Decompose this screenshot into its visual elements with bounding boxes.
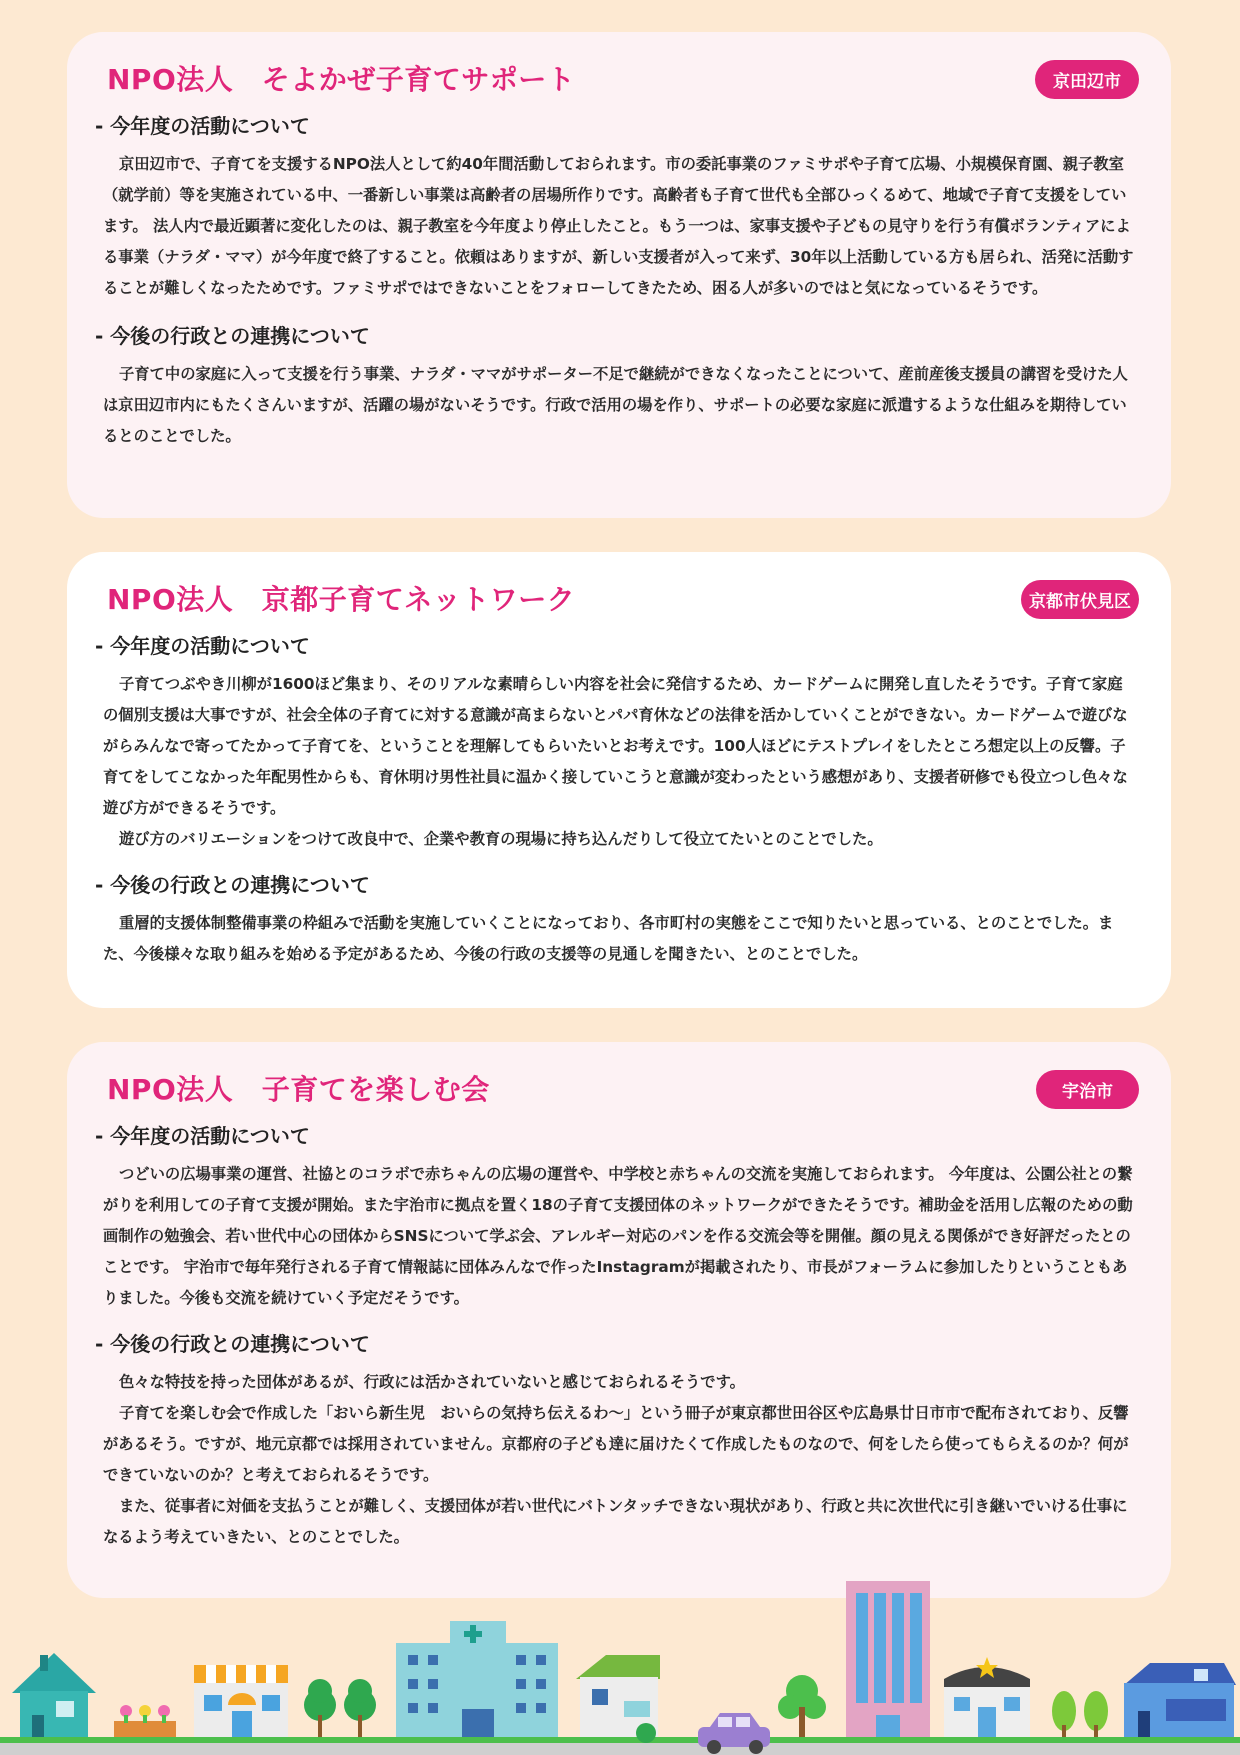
section-paragraph: 子育て中の家庭に入って支援を行う事業、ナラダ・ママがサポーター不足で継続ができなくなったことについて、産前産後支援員の講習を受けた人は京田辺市内にもたくさんいますが、活躍の場がないそうです。行政で活用の場を作り、サポートの必要な家庭に派遣するような仕組みを期待しているとのことでした。: [103, 365, 1128, 445]
section-paragraph: つどいの広場事業の運営、社協とのコラボで赤ちゃんの広場の運営や、中学校と赤ちゃんの交流を実施しておられます。 今年度は、公園公社との繋がりを利用しての子育て支援が開始。また宇治市に拠点を置く18の子育て支援団体のネットワークができたそうです。補助金を活用し広報のための動画制作の勉強会、若い世代中心の団体からSNSについて学ぶ会、アレルギー対応のパンを作る交流会等を開催。顔の見える関係ができ好評だったとのことです。 宇治市で毎年発行される子育て情報誌に団体みんなで作ったInstagramが掲載されたり、市長がフォーラムに参加したりということもありました。今後も交流を続けていく予定だそうです。: [103, 1165, 1133, 1307]
town-street-illustration: [0, 1575, 1240, 1755]
tree-icon: [778, 1675, 826, 1737]
section-paragraph: 京田辺市で、子育てを支援するNPO法人として約40年間活動しておられます。市の委託事業のファミサポや子育て広場、小規模保育園、親子教室（就学前）等を実施されている中、一番新しい事業は高齢者の居場所作りです。高齢者も子育て世代も全部ひっくるめて、地域で子育て支援をしています。 法人内で最近顕著に変化したのは、親子教室を今年度より停止したこと。もう一つは、家事支援や子どもの見守りを行う有償ボランティアによる事業（ナラダ・ママ）が今年度で終了すること。依頼はありますが、新しい支援者が入って来ず、30年以上活動している方も居られ、活発に活動することが難しくなったためです。ファミサポではできないことをフォローしてきたため、困る人が多いのではと気になっているそうです。: [103, 155, 1134, 297]
org-card-soyokaze: [67, 32, 1171, 518]
house-icon: [1124, 1663, 1236, 1737]
section-heading: - 今年度の活動について: [95, 1124, 310, 1148]
org-card-kyoto-network: [67, 552, 1171, 1008]
section-paragraph: 子育てを楽しむ会で作成した「おいら新生児 おいらの気持ち伝えるわ〜」という冊子が東京都世田谷区や広島県廿日市市で配布されており、反響があるそう。ですが、地元京都では採用されていません。京都府の子ども達に届けたくて作成したものなので、何をしたら使ってもらえるのか？何ができていないのか？と考えておられるそうです。: [103, 1404, 1129, 1484]
police-station-icon: [944, 1657, 1030, 1737]
section-heading: - 今後の行政との連携について: [95, 1332, 370, 1356]
area-badge: 宇治市: [1036, 1070, 1139, 1109]
section-heading: - 今後の行政との連携について: [95, 873, 370, 897]
section-paragraph: 子育てつぶやき川柳が1600ほど集まり、そのリアルな素晴らしい内容を社会に発信するため、カードゲームに開発し直したそうです。子育て家庭の個別支援は大事ですが、社会全体の子育てに対する意識が高まらないとパパ育休などの法律を活かしていくことができない。カードゲームで遊びながらみんなで寄ってたかって子育てを、ということを理解してもらいたいとお考えです。100人ほどにテストプレイをしたところ想定以上の反響。子育てをしてこなかった年配男性からも、育休明け男性社員に温かく接していこうと意識が変わったという感想があり、支援者研修でも役立つし色々な遊び方ができるそうです。: [103, 675, 1128, 817]
area-badge: 京都市伏見区: [1021, 580, 1139, 619]
hospital-icon: [396, 1621, 558, 1737]
tree-icon: [1052, 1691, 1108, 1737]
section-heading: - 今年度の活動について: [95, 634, 310, 658]
house-icon: [12, 1653, 96, 1737]
card-title: NPO法人 子育てを楽しむ会: [107, 1073, 490, 1106]
org-card-kosodate-tanoshimu: [67, 1042, 1171, 1598]
section-paragraph: 色々な特技を持った団体があるが、行政には活かされていないと感じておられるそうです。: [119, 1373, 745, 1391]
card-title: NPO法人 京都子育てネットワーク: [107, 583, 576, 616]
section-paragraph: また、従事者に対価を支払うことが難しく、支援団体が若い世代にバトンタッチできない現状があり、行政と共に次世代に引き継いでいける仕事になるよう考えていきたい、とのことでした。: [103, 1497, 1128, 1546]
section-paragraph: 重層的支援体制整備事業の枠組みで活動を実施していくことになっており、各市町村の実態をここで知りたいと思っている、とのことでした。また、今後様々な取り組みを始める予定があるため、今後の行政の支援等の見通しを聞きたい、とのことでした。: [103, 914, 1114, 963]
shop-icon: [194, 1665, 288, 1737]
office-building-icon: [846, 1581, 930, 1737]
section-paragraph: 遊び方のバリエーションをつけて改良中で、企業や教育の現場に持ち込んだりして役立てたいとのことでした。: [119, 830, 883, 848]
area-badge: 京田辺市: [1035, 60, 1139, 99]
house-icon: [576, 1655, 660, 1743]
tree-icon: [304, 1679, 376, 1737]
section-heading: - 今後の行政との連携について: [95, 324, 370, 348]
section-heading: - 今年度の活動について: [95, 114, 310, 138]
flower-planter-icon: [114, 1705, 176, 1737]
card-title: NPO法人 そよかぜ子育てサポート: [107, 63, 576, 96]
